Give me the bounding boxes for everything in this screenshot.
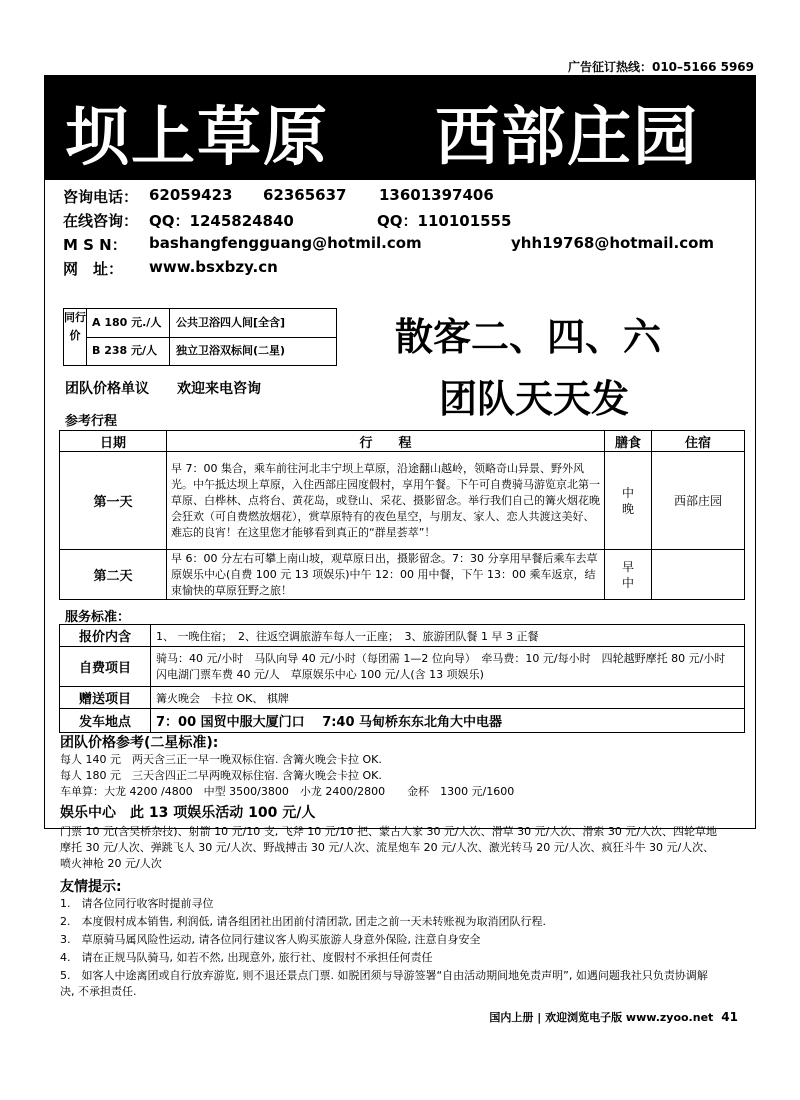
web-url[interactable]: www.bsxbzy.cn xyxy=(149,258,278,276)
online-label: 在线咨询： xyxy=(63,212,139,230)
day-2-stay xyxy=(652,550,745,600)
day-1-stay: 西部庄园 xyxy=(652,452,745,550)
service-value: 1、 一晚住宿； 2、往返空调旅游车每人一正座； 3、旅游团队餐 1 早 3 正餐 xyxy=(151,625,745,647)
price-b: B 238 元/人 xyxy=(86,337,170,365)
price-row-b xyxy=(86,337,336,365)
slogan-scattered: 散客二、四、六 xyxy=(395,315,662,359)
msn-2[interactable]: yhh19768@hotmail.com xyxy=(511,234,715,252)
entertainment-text: 门票 10 元(含吴桥杂技)、射箭 10 元/10 支, 飞斧 10 元/10 把、蒙古人家 30 元/人次、滑草 30 元/人次、滑索 30 元/人次、四轮草地摩托 30 元/人次、弹跳飞人 30 元/人次、野战搏击 30 元/人次、流星炮车 20 元/人次、激光转马 20 元/人次、疯狂斗牛 30 元/人次、喷火神枪 20 元/人次 xyxy=(60,825,718,870)
table-row xyxy=(60,709,745,733)
service-key: 自费项目 xyxy=(60,647,151,687)
day-1: 第一天 xyxy=(60,452,167,550)
day-1-meal-2: 晚 xyxy=(621,501,634,516)
qq-1: QQ：1245824840 xyxy=(149,212,294,230)
page-number: 41 xyxy=(721,1010,738,1024)
phone-3: 13601397406 xyxy=(379,186,494,204)
group-price-title: 团队价格参考(二星标准): xyxy=(60,735,219,751)
tips-list xyxy=(60,896,720,1000)
day-2-meal-2: 中 xyxy=(621,575,634,590)
qq-2: QQ：110101555 xyxy=(377,212,512,230)
day-2: 第二天 xyxy=(60,550,167,600)
service-table xyxy=(59,624,745,733)
page-footer xyxy=(489,1009,738,1025)
header-meal: 膳食 xyxy=(605,431,652,452)
table-row xyxy=(60,687,745,709)
peer-price-label: 同行价 xyxy=(64,309,87,365)
group-price-line: 每人 140 元 两天含三正一早一晚双标住宿. 含篝火晚会卡拉 OK. xyxy=(60,753,382,766)
price-b-desc: 独立卫浴双标间(二星) xyxy=(176,344,286,357)
day-2-meal xyxy=(605,550,652,600)
itinerary-table xyxy=(59,430,745,600)
tips-title: 友情提示: xyxy=(60,879,122,895)
list-item: 1. 请各位同行收客时提前寻位 xyxy=(60,897,214,910)
list-item: 4. 请在正规马队骑马, 如若不然, 出现意外, 旅行社、度假村不承担任何责任 xyxy=(60,951,433,964)
price-a: A 180 元./人 xyxy=(86,309,170,337)
day-1-meal-1: 中 xyxy=(621,485,634,500)
entertainment-title: 娱乐中心 此 13 项娱乐活动 100 元/人 xyxy=(60,805,316,821)
peer-price-box xyxy=(63,308,337,366)
ad-hotline: 广告征订热线：010–5166 5969 xyxy=(567,60,754,74)
web-label: 网 址： xyxy=(63,260,124,278)
header-itinerary: 行 程 xyxy=(167,431,605,452)
phone-label: 咨询电话： xyxy=(63,188,139,206)
itinerary-header xyxy=(60,431,745,452)
service-value: 篝火晚会 卡拉 OK、 棋牌 xyxy=(151,687,745,709)
day-1-itinerary: 早 7：00 集合，乘车前往河北丰宁坝上草原，沿途翻山越岭，领略奇山异景、野外风光。中午抵达坝上草原，入住西部庄园度假村，享用午餐。下午可自费骑马游览京北第一草原、白桦林、点将台、黄花岛，或登山、采花、摄影留念。举行我们自己的篝火烟花晚会狂欢（可自费燃放烟花），赏草原特有的夜色星空，与朋友、家人、恋人共渡这美好、难忘的良宵！在这里您才能够看到真正的“群星荟萃”！ xyxy=(167,452,605,550)
service-key: 发车地点 xyxy=(60,709,151,733)
day-2-itinerary: 早 6：00 分左右可攀上南山坡，观草原日出，摄影留念。7：30 分享用早餐后乘车去草原娱乐中心(自费 100 元 13 项娱乐)中午 12：00 用中餐，下午 13：00 乘车返京，结束愉快的草原狂野之旅！ xyxy=(167,550,605,600)
phone-1: 62059423 xyxy=(149,186,233,204)
main-frame xyxy=(44,75,756,829)
title-left: 坝上草原 xyxy=(65,101,329,175)
list-item: 2. 本度假村成本销售, 利润低, 请各组团社出团前付清团款, 团走之前一天未转账视为取消团队行程. xyxy=(60,915,546,928)
itinerary-title: 参考行程 xyxy=(65,414,118,429)
header-stay: 住宿 xyxy=(652,431,745,452)
group-price-note: 团队价格单议 欢迎来电咨询 xyxy=(65,381,261,397)
footer-text: 国内上册 | 欢迎浏览电子版 www.zyoo.net xyxy=(489,1011,714,1024)
service-value: 7：00 国贸中服大厦门口 7:40 马甸桥东东北角大中电器 xyxy=(151,709,745,733)
msn-1[interactable]: bashangfengguang@hotmil.com xyxy=(149,234,422,252)
title-banner xyxy=(45,76,755,180)
phone-2: 62365637 xyxy=(263,186,347,204)
table-row xyxy=(60,625,745,647)
table-row xyxy=(60,452,745,550)
list-item: 5. 如客人中途离团或自行放弃游览, 则不退还景点门票. 如脱团须与导游签署“自由活动期间地免责声明”, 如遇问题我社只负责协调解决, 不承担责任. xyxy=(60,969,708,998)
group-price-line: 每人 180 元 三天含四正二早两晚双标住宿. 含篝火晚会卡拉 OK. xyxy=(60,769,382,782)
price-a-desc: 公共卫浴四人间[全含] xyxy=(176,316,286,329)
slogan-group: 团队天天发 xyxy=(439,377,630,421)
day-1-meal xyxy=(605,452,652,550)
group-price-line: 车单算：大龙 4200 /4800 中型 3500/3800 小龙 2400/2800 金杯 1300 元/1600 xyxy=(60,785,515,798)
service-key: 报价内含 xyxy=(60,625,151,647)
service-key: 赠送项目 xyxy=(60,687,151,709)
table-row xyxy=(60,647,745,687)
list-item: 3. 草原骑马属风险性运动, 请各位同行建议客人购买旅游人身意外保险, 注意自身安全 xyxy=(60,933,481,946)
group-price-lines xyxy=(60,752,720,800)
price-row-a xyxy=(86,309,336,338)
day-2-meal-1: 早 xyxy=(621,559,634,574)
service-value: 骑马：40 元/小时 马队向导 40 元/小时（每团需 1—2 位向导） 牵马费：10 元/每小时 四轮越野摩托 80 元/小时 闪电湖门票车费 40 元/人 草原娱乐中心 100 元/人(含 13 项娱乐) xyxy=(151,647,745,687)
table-row xyxy=(60,550,745,600)
header-date: 日期 xyxy=(60,431,167,452)
msn-label: M S N： xyxy=(63,236,127,254)
title-right: 西部庄园 xyxy=(435,101,699,175)
service-title: 服务标准： xyxy=(65,610,131,625)
